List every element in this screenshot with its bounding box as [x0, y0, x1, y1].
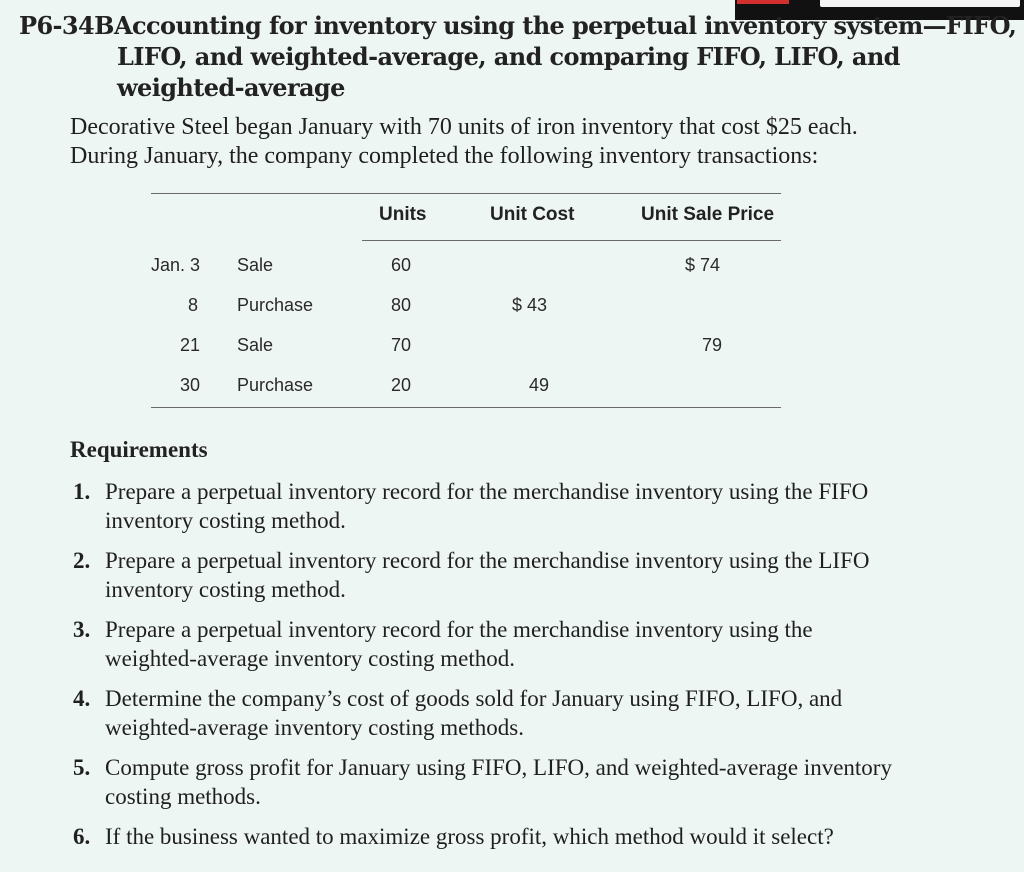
requirement-item — [70, 684, 970, 742]
row-4-units: 20 — [391, 375, 412, 395]
header-unit-sale-price: Unit Sale Price — [641, 204, 775, 225]
requirement-item — [70, 615, 970, 673]
requirements-list — [70, 477, 970, 862]
row-2-units: 80 — [391, 295, 412, 315]
row-2-type: Purchase — [237, 295, 314, 315]
header-rule — [362, 240, 781, 241]
requirement-item — [70, 753, 970, 811]
requirement-number: 6. — [73, 824, 91, 849]
title-line-1: Accounting for inventory using the perpetual inventory system—FIFO, — [114, 11, 1017, 40]
row-3-type: Sale — [237, 335, 274, 355]
top-tab-strip — [820, 0, 1020, 7]
header-units: Units — [379, 204, 427, 225]
requirement-text: If the business wanted to maximize gross profit, which method would it select? — [105, 824, 834, 849]
row-4-unit-cost: 49 — [529, 375, 550, 395]
red-tab-indicator — [737, 0, 789, 4]
row-4-type: Purchase — [237, 375, 314, 395]
header-unit-cost: Unit Cost — [490, 204, 575, 225]
table-top-rule — [151, 193, 781, 194]
row-1-sale-price: $ 74 — [685, 255, 721, 275]
intro-line-2: During January, the company completed the following inventory transactions: — [70, 143, 819, 169]
title-line-2: LIFO, and weighted-average, and comparing FIFO, LIFO, and — [117, 42, 900, 71]
row-1-date: Jan. 3 — [151, 255, 201, 275]
requirement-text: Compute gross profit for January using FIFO, LIFO, and weighted-average inventory costing methods. — [105, 755, 892, 809]
row-3-sale-price: 79 — [702, 335, 723, 355]
requirement-number: 4. — [73, 686, 91, 711]
requirement-text: Determine the company’s cost of goods sold for January using FIFO, LIFO, and weighted-average inventory costing methods. — [105, 686, 843, 740]
requirement-text: Prepare a perpetual inventory record for the merchandise inventory using the FIFO inventory costing method. — [105, 479, 869, 533]
row-3-units: 70 — [391, 335, 412, 355]
row-1-type: Sale — [237, 255, 274, 275]
requirement-number: 2. — [73, 548, 91, 573]
intro-line-1: Decorative Steel began January with 70 units of iron inventory that cost $25 each. — [70, 114, 858, 140]
requirements-heading: Requirements — [70, 437, 208, 462]
problem-number: P6-34B — [19, 11, 114, 40]
title-line-3: weighted-average — [117, 73, 345, 102]
row-2-date: 8 — [188, 295, 199, 315]
requirement-number: 1. — [73, 479, 91, 504]
requirement-item — [70, 546, 970, 604]
table-bottom-rule — [151, 407, 781, 408]
requirement-number: 3. — [73, 617, 91, 642]
requirement-text: Prepare a perpetual inventory record for the merchandise inventory using the LIFO inventory costing method. — [105, 548, 870, 602]
row-1-units: 60 — [391, 255, 412, 275]
requirement-text: Prepare a perpetual inventory record for the merchandise inventory using the weighted-average inventory costing method. — [105, 617, 813, 671]
problem-title — [19, 10, 1017, 103]
problem-intro — [70, 113, 858, 171]
requirement-number: 5. — [73, 755, 91, 780]
row-3-date: 21 — [180, 335, 201, 355]
row-4-date: 30 — [180, 375, 201, 395]
requirement-item — [70, 477, 970, 535]
requirement-item — [70, 822, 970, 851]
row-2-unit-cost: $ 43 — [512, 295, 548, 315]
